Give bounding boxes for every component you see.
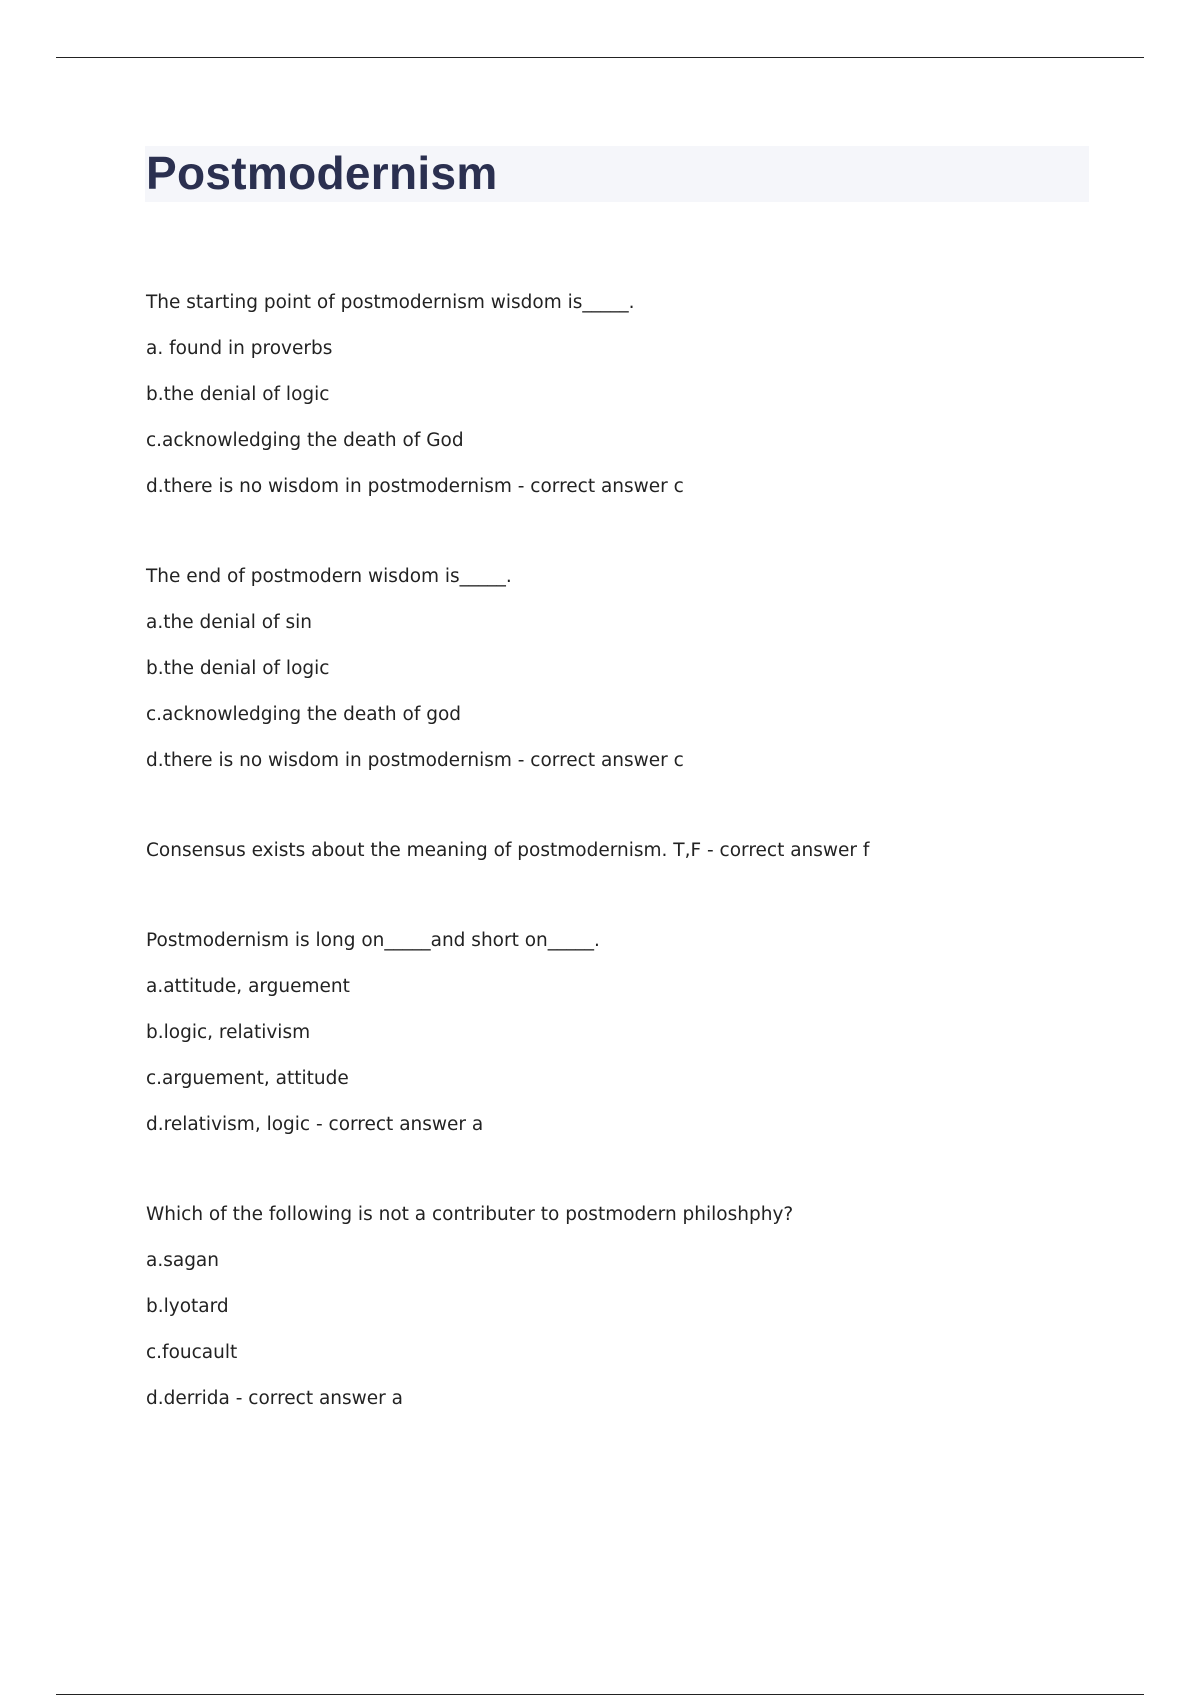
questions-list: [146, 280, 1086, 1466]
question-1-option-d: d.there is no wisdom in postmodernism - correct answer c: [146, 476, 684, 497]
question-4-prompt: Postmodernism is long on_____and short on_____.: [146, 930, 600, 951]
question-5: [146, 1192, 1086, 1422]
question-3: [146, 828, 1086, 874]
question-4-option-c: c.arguement, attitude: [146, 1068, 349, 1089]
question-2-prompt: The end of postmodern wisdom is_____.: [146, 566, 512, 587]
question-5-option-b: b.lyotard: [146, 1296, 229, 1317]
question-3-prompt: Consensus exists about the meaning of postmodernism. T,F - correct answer f: [146, 840, 870, 861]
question-4-option-d: d.relativism, logic - correct answer a: [146, 1114, 484, 1135]
question-2-option-d: d.there is no wisdom in postmodernism - correct answer c: [146, 750, 684, 771]
question-4-option-b: b.logic, relativism: [146, 1022, 311, 1043]
question-5-option-a: a.sagan: [146, 1250, 219, 1271]
question-5-prompt: Which of the following is not a contributer to postmodern philoshphy?: [146, 1204, 794, 1225]
question-1-option-b: b.the denial of logic: [146, 384, 330, 405]
question-1-option-a: a. found in proverbs: [146, 338, 333, 359]
top-rule: [56, 57, 1144, 58]
question-4-option-a: a.attitude, arguement: [146, 976, 350, 997]
question-1-prompt: The starting point of postmodernism wisdom is_____.: [146, 292, 635, 313]
question-4: [146, 918, 1086, 1148]
question-5-option-c: c.foucault: [146, 1342, 238, 1363]
question-2-option-c: c.acknowledging the death of god: [146, 704, 462, 725]
question-1-option-c: c.acknowledging the death of God: [146, 430, 464, 451]
question-1: [146, 280, 1086, 510]
question-2: [146, 554, 1086, 784]
question-2-option-a: a.the denial of sin: [146, 612, 313, 633]
question-5-option-d: d.derrida - correct answer a: [146, 1388, 403, 1409]
question-2-option-b: b.the denial of logic: [146, 658, 330, 679]
page-title: Postmodernism: [146, 147, 498, 199]
bottom-rule: [56, 1694, 1144, 1695]
